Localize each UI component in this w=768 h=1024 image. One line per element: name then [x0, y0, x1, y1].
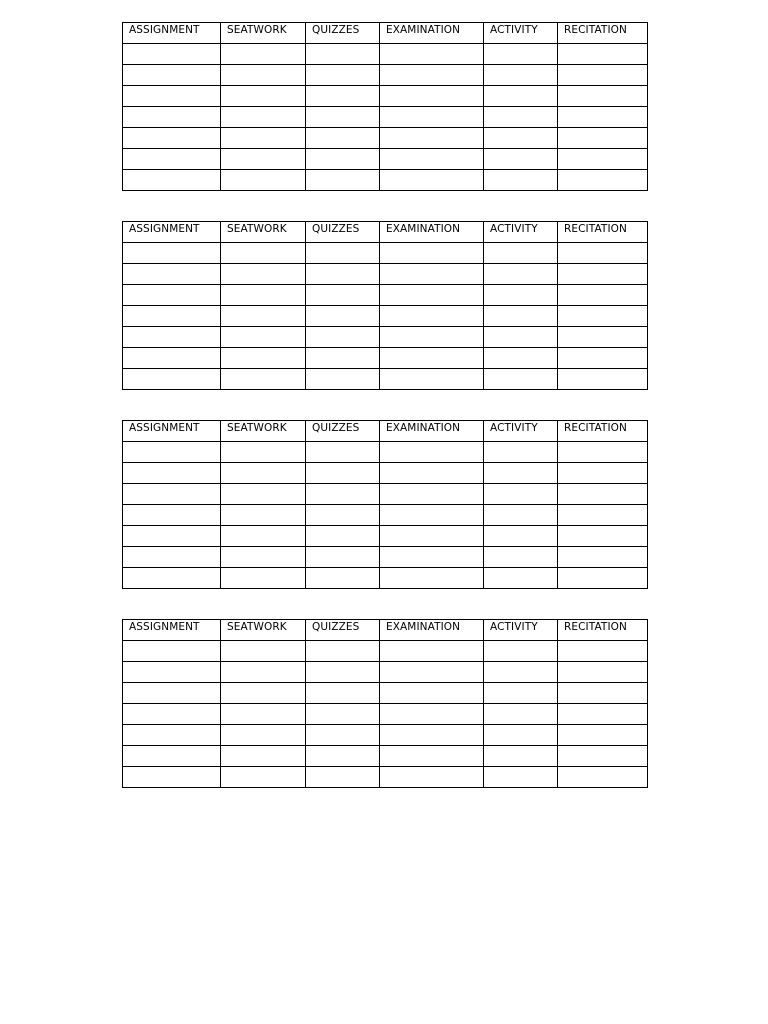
table-row [123, 526, 648, 547]
header-quizzes: QUIZZES [306, 620, 380, 641]
table-cell [380, 641, 484, 662]
table-cell [306, 285, 380, 306]
table-cell [484, 484, 558, 505]
table-cell [380, 568, 484, 589]
table-cell [380, 526, 484, 547]
header-recitation: RECITATION [558, 222, 648, 243]
table-header-row [123, 421, 648, 442]
table-cell [380, 149, 484, 170]
table-row [123, 128, 648, 149]
grade-table-1 [122, 22, 648, 191]
table-cell [484, 285, 558, 306]
table-cell [484, 65, 558, 86]
table-row [123, 662, 648, 683]
table-cell [484, 641, 558, 662]
table-cell [484, 526, 558, 547]
table-cell [380, 369, 484, 390]
header-activity: ACTIVITY [484, 23, 558, 44]
table-cell [123, 327, 221, 348]
table-cell [484, 86, 558, 107]
table-cell [221, 484, 306, 505]
table-cell [221, 264, 306, 285]
table-cell [306, 746, 380, 767]
header-seatwork: SEATWORK [221, 222, 306, 243]
table-cell [380, 65, 484, 86]
table-cell [484, 348, 558, 369]
table-row [123, 348, 648, 369]
table-cell [306, 44, 380, 65]
table-row [123, 463, 648, 484]
table-row [123, 484, 648, 505]
header-quizzes: QUIZZES [306, 222, 380, 243]
table-cell [221, 170, 306, 191]
table-cell [380, 442, 484, 463]
table-cell [484, 725, 558, 746]
table-cell [484, 547, 558, 568]
table-cell [558, 65, 648, 86]
table-cell [306, 306, 380, 327]
table-cell [380, 264, 484, 285]
table-cell [306, 463, 380, 484]
table-cell [123, 704, 221, 725]
table-cell [380, 285, 484, 306]
table-cell [306, 369, 380, 390]
table-cell [558, 641, 648, 662]
table-cell [380, 725, 484, 746]
grade-table-4 [122, 619, 648, 788]
table-cell [558, 107, 648, 128]
table-cell [123, 107, 221, 128]
table-cell [558, 484, 648, 505]
table-cell [558, 348, 648, 369]
table-row [123, 243, 648, 264]
table-cell [123, 505, 221, 526]
table-cell [484, 505, 558, 526]
table-cell [558, 683, 648, 704]
header-assignment: ASSIGNMENT [123, 23, 221, 44]
table-cell [123, 44, 221, 65]
table-cell [123, 526, 221, 547]
table-row [123, 568, 648, 589]
table-cell [123, 348, 221, 369]
table-cell [221, 704, 306, 725]
grade-table-2 [122, 221, 648, 390]
table-cell [123, 683, 221, 704]
table-cell [123, 746, 221, 767]
table-cell [123, 641, 221, 662]
table-cell [306, 128, 380, 149]
header-recitation: RECITATION [558, 421, 648, 442]
grade-table-3 [122, 420, 648, 589]
table-cell [221, 149, 306, 170]
table-cell [221, 547, 306, 568]
table-cell [484, 170, 558, 191]
header-quizzes: QUIZZES [306, 23, 380, 44]
table-cell [306, 505, 380, 526]
table-header-row [123, 222, 648, 243]
table-cell [380, 662, 484, 683]
header-assignment: ASSIGNMENT [123, 222, 221, 243]
table-cell [123, 128, 221, 149]
table-row [123, 641, 648, 662]
table-cell [380, 86, 484, 107]
table-cell [221, 107, 306, 128]
table-cell [221, 725, 306, 746]
header-recitation: RECITATION [558, 620, 648, 641]
table-cell [306, 348, 380, 369]
table-cell [380, 767, 484, 788]
table-body [123, 243, 648, 390]
table-cell [484, 767, 558, 788]
table-cell [558, 568, 648, 589]
table-cell [484, 568, 558, 589]
header-recitation: RECITATION [558, 23, 648, 44]
table-cell [484, 107, 558, 128]
table-cell [306, 725, 380, 746]
table-cell [558, 44, 648, 65]
table-cell [221, 243, 306, 264]
table-cell [306, 327, 380, 348]
table-cell [558, 526, 648, 547]
table-cell [380, 547, 484, 568]
table-cell [221, 128, 306, 149]
table-cell [484, 243, 558, 264]
table-row [123, 65, 648, 86]
table-cell [306, 568, 380, 589]
table-cell [484, 306, 558, 327]
header-activity: ACTIVITY [484, 421, 558, 442]
table-row [123, 746, 648, 767]
table-cell [558, 170, 648, 191]
table-row [123, 107, 648, 128]
table-cell [306, 484, 380, 505]
table-cell [123, 547, 221, 568]
table-cell [484, 44, 558, 65]
table-cell [306, 526, 380, 547]
table-cell [221, 306, 306, 327]
table-cell [221, 327, 306, 348]
table-cell [558, 306, 648, 327]
table-cell [380, 243, 484, 264]
table-cell [558, 128, 648, 149]
table-cell [123, 442, 221, 463]
table-cell [558, 243, 648, 264]
table-cell [123, 65, 221, 86]
table-cell [558, 547, 648, 568]
table-cell [558, 746, 648, 767]
table-cell [484, 704, 558, 725]
table-cell [306, 264, 380, 285]
table-cell [221, 65, 306, 86]
table-row [123, 547, 648, 568]
table-cell [123, 306, 221, 327]
table-row [123, 149, 648, 170]
table-cell [306, 704, 380, 725]
table-cell [306, 641, 380, 662]
table-cell [380, 683, 484, 704]
header-assignment: ASSIGNMENT [123, 421, 221, 442]
table-cell [380, 484, 484, 505]
table-cell [221, 44, 306, 65]
table-cell [558, 505, 648, 526]
table-cell [380, 128, 484, 149]
table-cell [123, 243, 221, 264]
table-cell [306, 86, 380, 107]
table-cell [123, 662, 221, 683]
table-header-row [123, 23, 648, 44]
table-cell [484, 662, 558, 683]
table-cell [380, 306, 484, 327]
header-examination: EXAMINATION [380, 421, 484, 442]
table-cell [221, 348, 306, 369]
table-cell [221, 662, 306, 683]
table-cell [221, 463, 306, 484]
header-seatwork: SEATWORK [221, 23, 306, 44]
table-cell [123, 170, 221, 191]
header-seatwork: SEATWORK [221, 421, 306, 442]
header-examination: EXAMINATION [380, 222, 484, 243]
table-cell [123, 369, 221, 390]
table-cell [123, 149, 221, 170]
table-cell [558, 704, 648, 725]
table-cell [380, 327, 484, 348]
table-row [123, 327, 648, 348]
table-cell [221, 442, 306, 463]
table-cell [221, 746, 306, 767]
table-cell [484, 128, 558, 149]
table-cell [558, 285, 648, 306]
table-cell [484, 463, 558, 484]
header-examination: EXAMINATION [380, 620, 484, 641]
table-header-row [123, 620, 648, 641]
table-cell [123, 568, 221, 589]
table-cell [123, 767, 221, 788]
table-cell [306, 243, 380, 264]
table-cell [558, 149, 648, 170]
table-cell [306, 65, 380, 86]
table-cell [306, 149, 380, 170]
table-row [123, 86, 648, 107]
table-cell [221, 86, 306, 107]
table-cell [558, 442, 648, 463]
table-cell [380, 107, 484, 128]
table-cell [306, 547, 380, 568]
table-cell [558, 463, 648, 484]
table-row [123, 306, 648, 327]
table-row [123, 767, 648, 788]
table-cell [484, 369, 558, 390]
table-cell [221, 369, 306, 390]
header-examination: EXAMINATION [380, 23, 484, 44]
table-cell [306, 442, 380, 463]
table-row [123, 170, 648, 191]
table-cell [484, 149, 558, 170]
table-cell [123, 285, 221, 306]
table-cell [558, 767, 648, 788]
table-cell [484, 746, 558, 767]
table-row [123, 505, 648, 526]
header-assignment: ASSIGNMENT [123, 620, 221, 641]
table-row [123, 442, 648, 463]
table-row [123, 44, 648, 65]
table-cell [306, 107, 380, 128]
table-cell [380, 746, 484, 767]
table-body [123, 44, 648, 191]
table-cell [221, 526, 306, 547]
table-row [123, 264, 648, 285]
table-cell [221, 641, 306, 662]
table-row [123, 285, 648, 306]
table-cell [221, 683, 306, 704]
table-cell [558, 264, 648, 285]
table-cell [558, 369, 648, 390]
table-cell [221, 505, 306, 526]
table-row [123, 683, 648, 704]
table-cell [306, 170, 380, 191]
table-body [123, 641, 648, 788]
table-cell [558, 662, 648, 683]
table-cell [484, 442, 558, 463]
table-cell [123, 463, 221, 484]
table-cell [306, 662, 380, 683]
table-cell [484, 264, 558, 285]
table-row [123, 369, 648, 390]
table-cell [380, 348, 484, 369]
table-row [123, 725, 648, 746]
header-seatwork: SEATWORK [221, 620, 306, 641]
table-cell [380, 505, 484, 526]
header-activity: ACTIVITY [484, 222, 558, 243]
header-activity: ACTIVITY [484, 620, 558, 641]
table-cell [484, 683, 558, 704]
table-cell [380, 170, 484, 191]
table-cell [558, 725, 648, 746]
table-cell [484, 327, 558, 348]
table-cell [221, 568, 306, 589]
table-cell [558, 86, 648, 107]
table-cell [306, 767, 380, 788]
table-cell [221, 767, 306, 788]
table-body [123, 442, 648, 589]
table-cell [380, 44, 484, 65]
table-cell [558, 327, 648, 348]
table-cell [123, 725, 221, 746]
table-cell [380, 463, 484, 484]
table-cell [221, 285, 306, 306]
header-quizzes: QUIZZES [306, 421, 380, 442]
table-cell [123, 484, 221, 505]
table-cell [123, 264, 221, 285]
table-cell [380, 704, 484, 725]
table-row [123, 704, 648, 725]
table-cell [123, 86, 221, 107]
table-cell [306, 683, 380, 704]
